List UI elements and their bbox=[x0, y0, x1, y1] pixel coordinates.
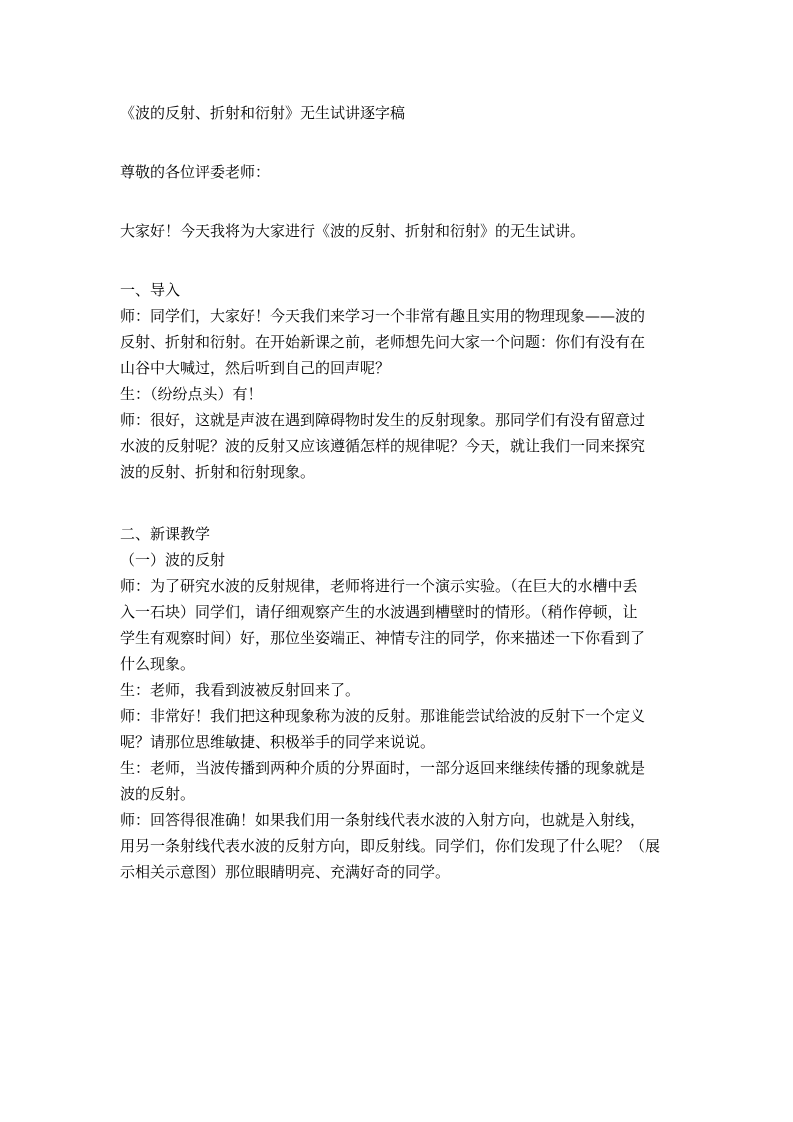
paragraph-line: 用另一条射线代表水波的反射方向，即反射线。同学们，你们发现了什么呢？（展 bbox=[120, 837, 661, 855]
paragraph-line: 什么现象。 bbox=[120, 655, 196, 673]
opening-remark: 大家好！今天我将为大家进行《波的反射、折射和衍射》的无生试讲。 bbox=[120, 222, 586, 240]
paragraph-line: 波的反射、折射和衍射现象。 bbox=[120, 463, 316, 481]
subsection-heading-reflection: （一）波的反射 bbox=[120, 551, 226, 569]
section-heading-intro: 一、导入 bbox=[120, 281, 181, 299]
paragraph-line: 师：很好，这就是声波在遇到障碍物时发生的反射现象。那同学们有没有留意过 bbox=[120, 411, 646, 429]
section-heading-new-lesson: 二、新课教学 bbox=[120, 525, 211, 543]
spacer bbox=[120, 485, 678, 521]
spacer bbox=[120, 185, 678, 218]
document-body bbox=[120, 100, 678, 885]
section-new-lesson-body bbox=[120, 573, 678, 885]
paragraph-line: 呢？请那位思维敏捷、积极举手的同学来说说。 bbox=[120, 733, 436, 751]
paragraph-line: 波的反射。 bbox=[120, 785, 196, 803]
section-intro-body bbox=[120, 303, 678, 485]
spacer bbox=[120, 244, 678, 277]
document-title: 《波的反射、折射和衍射》无生试讲逐字稿 bbox=[120, 104, 406, 122]
paragraph-line: 师：为了研究水波的反射规律，老师将进行一个演示实验。（在巨大的水槽中丢 bbox=[120, 577, 638, 595]
paragraph-line: 师：同学们，大家好！今天我们来学习一个非常有趣且实用的物理现象——波的 bbox=[120, 307, 646, 325]
paragraph-line: 学生有观察时间）好，那位坐姿端正、神情专注的同学，你来描述一下你看到了 bbox=[120, 629, 646, 647]
spacer bbox=[120, 126, 678, 159]
salutation: 尊敬的各位评委老师： bbox=[120, 163, 271, 181]
paragraph-line: 生：老师，我看到波被反射回来了。 bbox=[120, 681, 361, 699]
paragraph-line: 师：回答得很准确！如果我们用一条射线代表水波的入射方向，也就是入射线， bbox=[120, 811, 646, 829]
paragraph-line: 反射、折射和衍射。在开始新课之前，老师想先问大家一个问题：你们有没有在 bbox=[120, 333, 646, 351]
paragraph-line: 山谷中大喊过，然后听到自己的回声呢？ bbox=[120, 359, 391, 377]
paragraph-line: 示相关示意图）那位眼睛明亮、充满好奇的同学。 bbox=[120, 863, 451, 881]
paragraph-line: 师：非常好！我们把这种现象称为波的反射。那谁能尝试给波的反射下一个定义 bbox=[120, 707, 646, 725]
paragraph-line: 生：老师，当波传播到两种介质的分界面时，一部分返回来继续传播的现象就是 bbox=[120, 759, 646, 777]
paragraph-line: 水波的反射呢？波的反射又应该遵循怎样的规律呢？今天，就让我们一同来探究 bbox=[120, 437, 646, 455]
paragraph-line: 入一石块）同学们，请仔细观察产生的水波遇到槽壁时的情形。（稍作停顿，让 bbox=[120, 603, 638, 621]
paragraph-line: 生：（纷纷点头）有！ bbox=[120, 385, 263, 403]
